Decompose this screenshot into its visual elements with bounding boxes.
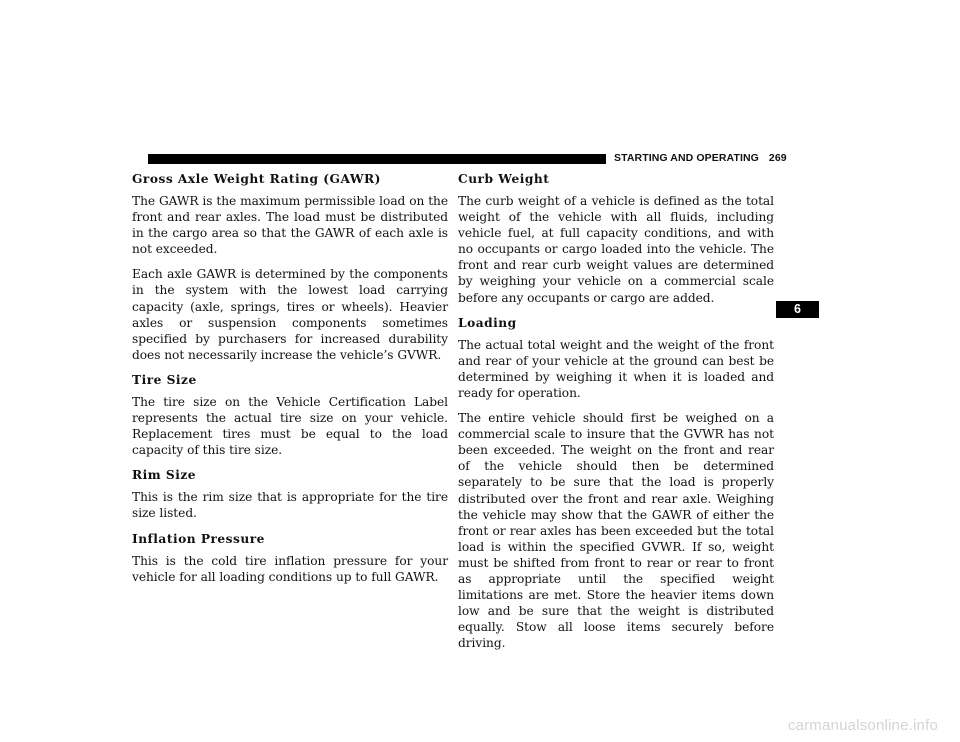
section-title: STARTING AND OPERATING xyxy=(614,152,759,164)
curb-weight-heading: Curb Weight xyxy=(458,172,550,186)
gawr-paragraph-1: The GAWR is the maximum permissible load on the front and rear axles. The load must be distributed in the cargo area so that the GAWR of each axle is not exceeded. xyxy=(132,194,448,257)
running-header xyxy=(614,152,787,164)
loading-paragraph-1: The actual total weight and the weight of the front and rear of your vehicle at the ground can best be determined by weighing it when it is loaded and ready for operation. xyxy=(458,337,774,400)
rim-size-heading: Rim Size xyxy=(132,468,197,483)
right-column xyxy=(458,171,774,660)
gawr-paragraph-2: Each axle GAWR is determined by the components in the system with the lowest load carrying capacity (axle, springs, tires or wheels). Heavier axles or suspension components sometimes specified by purchasers for increased durability does not necessarily increase the vehicle’s GVWR. xyxy=(132,267,448,362)
page-number: 269 xyxy=(768,152,787,164)
chapter-tab: 6 xyxy=(776,301,819,318)
loading-heading: Loading xyxy=(458,315,517,330)
left-column xyxy=(132,171,448,594)
loading-paragraph-2: The entire vehicle should first be weighed on a commercial scale to insure that the GVWR has not been exceeded. The weight on the front and rear of the vehicle should then be determined separately to be sure that the load is properly distributed over the front and rear axle. Weighing the vehicle may show that the GAWR of either the front or rear axles has been exceeded but the total load is within the specified GVWR. If so, weight must be shifted from front to rear or rear to front as appropriate until the specified weight limitations are met. Store the heavier items down low and be sure that the weight is distributed equally. Stow all loose items securely before driving. xyxy=(458,411,774,651)
header-rule xyxy=(148,154,606,164)
gawr-heading: Gross Axle Weight Rating (GAWR) xyxy=(132,172,381,186)
inflation-pressure-heading: Inflation Pressure xyxy=(132,531,265,546)
watermark: carmanualsonline.info xyxy=(787,717,938,734)
inflation-pressure-paragraph: This is the cold tire inflation pressure for your vehicle for all loading conditions up to full GAWR. xyxy=(132,553,448,584)
rim-size-paragraph: This is the rim size that is appropriate for the tire size listed. xyxy=(132,490,448,521)
tire-size-heading: Tire Size xyxy=(132,372,197,387)
curb-weight-paragraph: The curb weight of a vehicle is defined as the total weight of the vehicle with all fluids, including vehicle fuel, at full capacity conditions, and with no occupants or cargo loaded into the vehicle. The front and rear curb weight values are determined by weighing your vehicle on a commercial scale before any occupants or cargo are added. xyxy=(458,194,774,305)
tire-size-paragraph: The tire size on the Vehicle Certification Label represents the actual tire size on your vehicle. Replacement tires must be equal to the load capacity of this tire size. xyxy=(132,394,448,458)
